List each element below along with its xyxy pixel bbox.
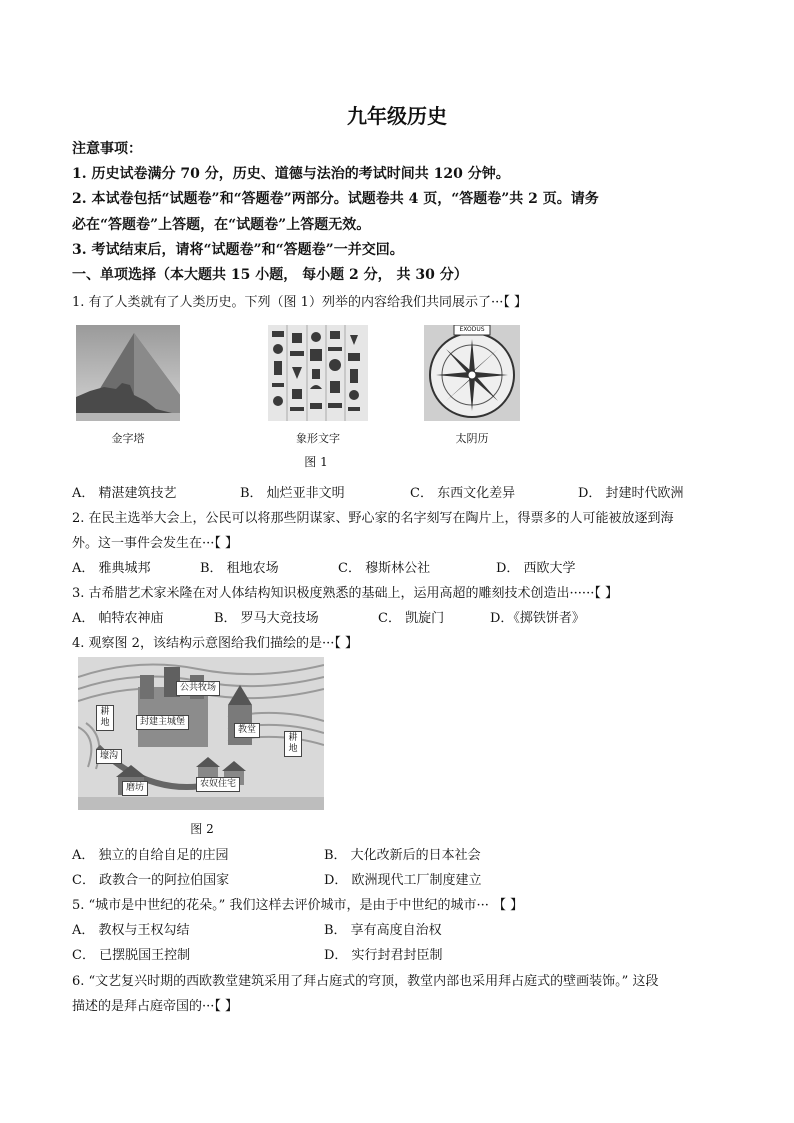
dial-text: EXODUS — [459, 326, 485, 333]
label-mill: 磨坊 — [122, 781, 148, 796]
q1-stem: 1. 有了人类就有了人类历史。下列（图 1）列举的内容给我们共同展示了···【 】 — [72, 295, 527, 310]
q6-stem-2: 描述的是拜占庭帝国的···【 】 — [72, 999, 239, 1014]
q6-stem-1: 6. “文艺复兴时期的西欧教堂建筑采用了拜占庭式的穹顶，教堂内部也采用拜占庭式的壁画装饰。” 这段 — [72, 974, 659, 989]
figure-2-label: 图 2 — [190, 822, 214, 836]
q2-stem-1: 2. 在民主选举大会上，公民可以将那些阴谋家、野心家的名字刻写在陶片上，得票多的人可能被放逐到海 — [72, 511, 674, 526]
q1-option-a[interactable]: A． 精湛建筑技艺 — [72, 486, 177, 501]
q2-option-d[interactable]: D． 西欧大学 — [496, 561, 576, 576]
figure-1-label: 图 1 — [304, 455, 328, 469]
q3-option-d[interactable]: D．《掷铁饼者》 — [490, 611, 585, 626]
notice-item-2-cont: 必在“答题卷”上答题，在“试题卷”上答题无效。 — [72, 217, 371, 233]
hieroglyph-image — [268, 325, 368, 421]
q5-option-a[interactable]: A． 教权与王权勾结 — [72, 923, 190, 938]
notice-item-2: 2. 本试卷包括“试题卷”和“答题卷”两部分。试题卷共 4 页，“答题卷”共 2 页。请务 — [72, 191, 599, 207]
q4-stem: 4. 观察图 2，该结构示意图给我们描绘的是···【 】 — [72, 636, 358, 651]
notice-heading: 注意事项： — [72, 141, 142, 157]
q2-option-b[interactable]: B． 租地农场 — [200, 561, 279, 576]
q2-option-c[interactable]: C． 穆斯林公社 — [338, 561, 431, 576]
q4-option-c[interactable]: C． 政教合一的阿拉伯国家 — [72, 873, 230, 888]
label-common-pasture: 公共牧场 — [176, 681, 220, 696]
q2-option-a[interactable]: A． 雅典城邦 — [72, 561, 151, 576]
q1-option-b[interactable]: B． 灿烂亚非文明 — [240, 486, 345, 501]
manor-diagram-image — [78, 657, 324, 810]
pyramid-image — [76, 325, 180, 421]
q5-option-b[interactable]: B． 享有高度自治权 — [324, 923, 442, 938]
q4-option-b[interactable]: B． 大化改新后的日本社会 — [324, 848, 481, 863]
q3-option-b[interactable]: B． 罗马大竞技场 — [214, 611, 319, 626]
q4-option-d[interactable]: D． 欧洲现代工厂制度建立 — [324, 873, 482, 888]
caption-pyramid: 金字塔 — [111, 432, 145, 445]
q3-option-a[interactable]: A． 帕特农神庙 — [72, 611, 164, 626]
q1-option-d[interactable]: D． 封建时代欧洲 — [578, 486, 684, 501]
q5-stem: 5. “城市是中世纪的花朵。” 我们这样去评价城市，是由于中世纪的城市··· 【 】 — [72, 898, 524, 913]
q2-stem-2: 外。这一事件会发生在···【 】 — [72, 536, 239, 551]
label-serf-houses: 农奴住宅 — [196, 777, 240, 792]
q5-option-d[interactable]: D． 实行封君封臣制 — [324, 948, 443, 963]
label-farmland-left: 耕地 — [96, 705, 114, 731]
label-castle: 封建主城堡 — [136, 715, 189, 730]
label-farmland-right: 耕地 — [284, 731, 302, 757]
label-moat: 壕沟 — [96, 749, 122, 764]
q4-option-a[interactable]: A． 独立的自给自足的庄园 — [72, 848, 229, 863]
q3-option-c[interactable]: C． 凯旋门 — [378, 611, 445, 626]
label-church: 教堂 — [234, 723, 260, 738]
caption-lunar: 太阴历 — [455, 432, 489, 445]
page-title: 九年级历史 — [347, 104, 447, 128]
q1-option-c[interactable]: C． 东西文化差异 — [410, 486, 516, 501]
lunar-calendar-image — [424, 325, 520, 421]
notice-item-1: 1. 历史试卷满分 70 分，历史、道德与法治的考试时间共 120 分钟。 — [72, 166, 510, 182]
q5-option-c[interactable]: C． 已摆脱国王控制 — [72, 948, 191, 963]
notice-item-3: 3. 考试结束后，请将“试题卷”和“答题卷”一并交回。 — [72, 242, 404, 258]
caption-hieroglyph: 象形文字 — [296, 432, 340, 445]
section-heading: 一、单项选择（本大题共 15 小题， 每小题 2 分， 共 30 分） — [72, 267, 468, 283]
q3-stem: 3. 古希腊艺术家米隆在对人体结构知识极度熟悉的基础上，运用高超的雕刻技术创造出······【 】 — [72, 586, 618, 601]
